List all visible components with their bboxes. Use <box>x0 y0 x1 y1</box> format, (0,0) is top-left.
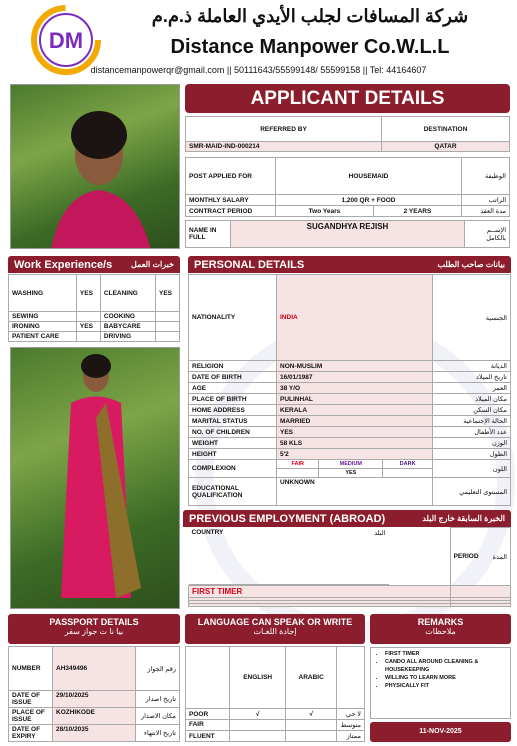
skill-label: BABYCARE <box>100 322 155 332</box>
field-label-ar: الحالة الإجتماعية <box>433 416 511 427</box>
skill-label: CLEANING <box>100 275 155 312</box>
english-check <box>230 720 286 731</box>
field-label-ar: تاريخ الميلاد <box>433 372 511 383</box>
passport-row <box>9 725 180 742</box>
referral-table <box>185 116 510 152</box>
previous-employment-table <box>188 527 511 607</box>
field-label-ar: مكان الميلاد <box>433 394 511 405</box>
contract-label: CONTRACT PERIOD <box>186 206 276 217</box>
skill-value: YES <box>156 275 180 312</box>
passport-label: DATE OF ISSUE <box>9 691 53 708</box>
field-label: DATE OF BIRTH <box>189 372 277 383</box>
field-label-ar: الطول <box>433 449 511 460</box>
skill-value: YES <box>76 322 100 332</box>
english-check: √ <box>230 709 286 720</box>
salary-ar: الراتب <box>462 195 510 206</box>
education-value: UNKNOWN <box>277 478 433 506</box>
field-value: 5'2 <box>277 449 433 460</box>
field-value: YES <box>277 427 433 438</box>
skill-value <box>76 332 100 342</box>
passport-title-ar: بيا نا ت جواز سفر <box>64 627 124 636</box>
previous-employment-title-ar: الخبرة السابقة خارج البلد <box>422 514 505 523</box>
field-value: KERALA <box>277 405 433 416</box>
field-label: RELIGION <box>189 361 277 372</box>
field-label-ar: عدد الأطفال <box>433 427 511 438</box>
contract-words: Two Years <box>276 206 374 217</box>
skill-label: COOKING <box>100 312 155 322</box>
work-row <box>9 275 180 312</box>
passport-value: AH349496 <box>53 647 136 691</box>
skill-value <box>156 322 180 332</box>
language-row <box>186 709 365 720</box>
remarks-title: REMARKS <box>417 617 464 627</box>
applicant-details-title: APPLICANT DETAILS <box>185 84 510 113</box>
skill-label: PATIENT CARE <box>9 332 77 342</box>
field-label-ar: الجنسية <box>433 275 511 361</box>
company-name-ar: شركة المسافات لجلب الأيدي العاملة ذ.م.م <box>151 6 469 26</box>
skill-label: DRIVING <box>100 332 155 342</box>
education-row <box>189 478 511 506</box>
personal-details-header <box>188 256 511 273</box>
passport-label-ar: تاريخ اصدار <box>136 691 180 708</box>
skill-label: WASHING <box>9 275 77 312</box>
work-title: Work Experience/s <box>14 258 113 271</box>
field-value: NON-MUSLIM <box>277 361 433 372</box>
language-row <box>186 720 365 731</box>
personal-title: PERSONAL DETAILS <box>194 258 305 271</box>
passport-label: DATE OF EXPIRY <box>9 725 53 742</box>
personal-row <box>189 416 511 427</box>
level-label: POOR <box>186 709 230 720</box>
education-ar: المستوى التعليمي <box>433 478 511 506</box>
complexion-label: COMPLEXION <box>189 460 277 478</box>
personal-title-ar: بيانات صاحب الطلب <box>437 260 505 269</box>
field-label: NATIONALITY <box>189 275 277 361</box>
education-label: EDUCATIONAL QUALIFICATION <box>189 478 277 506</box>
passport-label-ar: رقم الجواز <box>136 647 180 691</box>
arabic-check <box>286 720 337 731</box>
work-row <box>9 332 180 342</box>
remark-item: • CANDO ALL AROUND CLEANING & HOUSEKEEPING <box>385 659 506 675</box>
passport-table <box>8 646 180 742</box>
applicant-portrait-photo <box>10 84 180 249</box>
passport-label: NUMBER <box>9 647 53 691</box>
name-label: NAME IN FULL <box>186 221 231 248</box>
remarks-title-ar: ملاحظات <box>425 627 456 636</box>
contract-num: 2 YEARS <box>373 206 461 217</box>
remark-item: • PHYSICALLY FIT <box>385 683 506 691</box>
destination-value: QATAR <box>381 142 509 152</box>
destination-label: DESTINATION <box>381 117 509 142</box>
company-name-en: Distance Manpower Co.W.L.L <box>170 36 450 58</box>
salary-value: 1,200 QR + FOOD <box>276 195 462 206</box>
first-timer-note: FIRST TIMER <box>189 586 451 598</box>
remarks-list <box>370 647 511 719</box>
level-label-ar: متوسط <box>337 720 365 731</box>
contract-ar: مدة العقد <box>462 206 510 217</box>
field-value: 16/01/1987 <box>277 372 433 383</box>
work-title-ar: خبرات العمل <box>131 260 174 269</box>
complexion-dark: DARK <box>383 460 433 469</box>
job-table <box>185 157 510 217</box>
personal-row <box>189 361 511 372</box>
field-label-ar: العمر <box>433 383 511 394</box>
name-ar: الإســم بالكامل <box>465 221 510 248</box>
english-header: ENGLISH <box>230 647 286 709</box>
country-ar: البلد <box>374 529 386 537</box>
remark-item: • FIRST TIMER <box>385 651 506 659</box>
work-experience-header <box>8 256 180 273</box>
field-label: WEIGHT <box>189 438 277 449</box>
field-label: MARITAL STATUS <box>189 416 277 427</box>
remarks-header <box>370 614 511 644</box>
skill-value <box>156 332 180 342</box>
arabic-check <box>286 731 337 742</box>
field-label: NO. OF CHILDREN <box>189 427 277 438</box>
passport-row <box>9 647 180 691</box>
field-value: MARRIED <box>277 416 433 427</box>
post-ar: الوظيفة <box>462 158 510 195</box>
contact-line: distancemanpowerqr@gmail.com || 50111643/55599148/ 55599158 || Tel: 44164607 <box>90 65 427 75</box>
personal-row <box>189 427 511 438</box>
skill-value <box>76 312 100 322</box>
language-title-ar: إجادة اللغـات <box>253 627 297 636</box>
passport-value: 29/10/2025 <box>53 691 136 708</box>
personal-row <box>189 438 511 449</box>
field-value: 38 Y/O <box>277 383 433 394</box>
remarks-date: 11-NOV-2025 <box>370 722 511 742</box>
passport-header <box>8 614 180 644</box>
previous-employment-title: PREVIOUS EMPLOYMENT (ABROAD) <box>189 512 386 525</box>
language-row <box>186 731 365 742</box>
field-label: HEIGHT <box>189 449 277 460</box>
personal-row <box>189 275 511 361</box>
arabic-header: ARABIC <box>286 647 337 709</box>
level-label-ar: ممتاز <box>337 731 365 742</box>
passport-value: 28/10/2035 <box>53 725 136 742</box>
field-value: PULINHAL <box>277 394 433 405</box>
work-row <box>9 322 180 332</box>
logo-letters: DM <box>48 28 84 53</box>
complexion-fair: FAIR <box>277 460 319 469</box>
passport-value: KOZHIKODE <box>53 708 136 725</box>
previous-employment-header <box>183 510 511 527</box>
level-label: FAIR <box>186 720 230 731</box>
skill-label: SEWING <box>9 312 77 322</box>
complexion-row <box>189 460 511 469</box>
field-label-ar: الديانة <box>433 361 511 372</box>
name-table <box>185 220 510 248</box>
personal-row <box>189 372 511 383</box>
referred-by-value: SMR-MAID-IND-000214 <box>186 142 382 152</box>
period-label: PERIOD <box>453 552 479 560</box>
field-label-ar: مكان السكن <box>433 405 511 416</box>
passport-label: PLACE OF ISSUE <box>9 708 53 725</box>
arabic-check: √ <box>286 709 337 720</box>
skill-value <box>156 312 180 322</box>
complexion-ar: اللون <box>433 460 511 478</box>
language-header <box>185 614 365 644</box>
remark-item: • WILLING TO LEARN MORE <box>385 675 506 683</box>
post-value: HOUSEMAID <box>276 158 462 195</box>
salary-label: MONTHLY SALARY <box>186 195 276 206</box>
passport-title: PASSPORT DETAILS <box>49 617 139 627</box>
english-check <box>230 731 286 742</box>
personal-table <box>188 274 511 506</box>
field-label: AGE <box>189 383 277 394</box>
field-label: PLACE OF BIRTH <box>189 394 277 405</box>
language-table <box>185 646 365 742</box>
personal-row <box>189 449 511 460</box>
personal-row <box>189 383 511 394</box>
applicant-fullbody-photo <box>10 347 180 609</box>
post-label: POST APPLIED FOR <box>186 158 276 195</box>
passport-label-ar: مكان الاصدار <box>136 708 180 725</box>
personal-row <box>189 394 511 405</box>
full-name: SUGANDHYA REJISH <box>231 221 465 248</box>
complexion-medium: MEDIUM <box>319 460 383 469</box>
referred-by-label: REFERRED BY <box>186 117 382 142</box>
personal-row <box>189 405 511 416</box>
level-label: FLUENT <box>186 731 230 742</box>
work-row <box>9 312 180 322</box>
complexion-value: YES <box>319 469 383 478</box>
field-value: 58 KLS <box>277 438 433 449</box>
country-label: COUNTRY <box>191 528 224 536</box>
passport-label-ar: تاريخ الانتهاء <box>136 725 180 742</box>
period-ar: المدة <box>492 553 507 561</box>
work-table <box>8 274 180 342</box>
skill-label: IRONING <box>9 322 77 332</box>
passport-row <box>9 708 180 725</box>
field-value: INDIA <box>277 275 433 361</box>
field-label: HOME ADDRESS <box>189 405 277 416</box>
skill-value: YES <box>76 275 100 312</box>
passport-row <box>9 691 180 708</box>
language-title: LANGUAGE CAN SPEAK OR WRITE <box>197 617 353 627</box>
field-label-ar: الوزن <box>433 438 511 449</box>
level-label-ar: لا حي <box>337 709 365 720</box>
